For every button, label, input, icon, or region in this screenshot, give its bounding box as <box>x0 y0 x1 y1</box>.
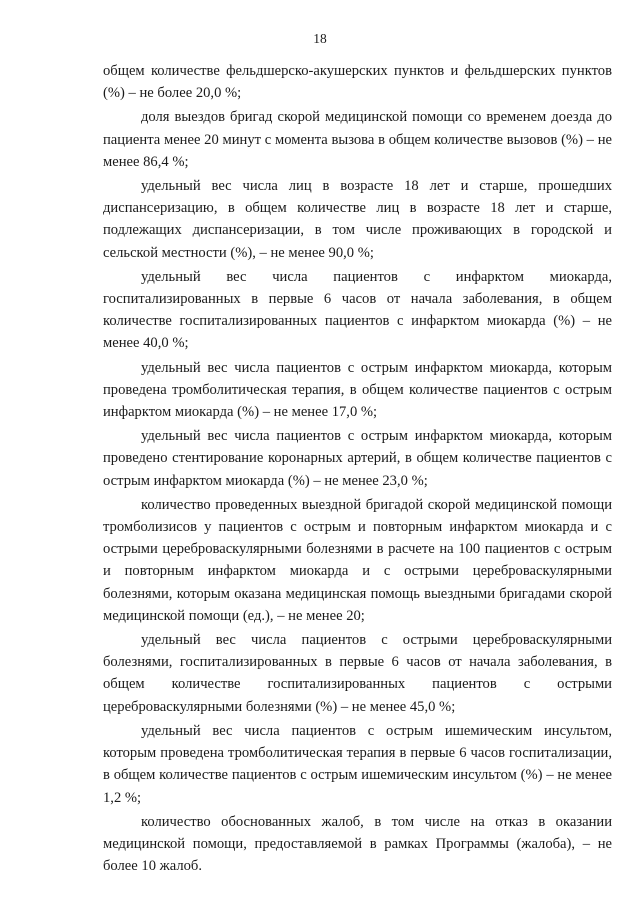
paragraph-stenting: удельный вес числа пациентов с острым инфарктом миокарда, которым проведено стентирование коронарных артерий, в общем количестве пациентов с острым инфарктом миокарда (%) – не менее 23,0 %; <box>103 428 612 489</box>
document-body <box>103 60 612 877</box>
paragraph-infarction-hospitalized: удельный вес числа пациентов с инфарктом миокарда, госпитализированных в первые 6 часов от начала заболевания, в общем количестве госпитализированных пациентов с инфарктом миокарда (%) – не менее 40,0 %; <box>103 268 612 352</box>
paragraph-cerebrovascular: удельный вес числа пациентов с острыми цереброваскулярными болезнями, госпитализированных в первые 6 часов от начала заболевания, в общем количестве госпитализированных пациентов с острыми цереброваскулярными болезнями (%) – не менее 45,0 %; <box>103 632 612 715</box>
page-number: 18 <box>313 31 327 46</box>
paragraph-thrombolysis-count: количество проведенных выездной бригадой скорой медицинской помощи тромболизисов у пациентов с острым и повторным инфарктом миокарда и с острыми цереброваскулярными болезнями в расчете на 100 пациентов с острым и повторным инфарктом миокарда и с острыми цереброваскулярными болезнями, которым оказана медицинская помощь выездными бригадами скорой медицинской помощи (ед.), – не менее 20; <box>103 496 612 624</box>
paragraph-ambulance-response: доля выездов бригад скорой медицинской помощи со временем доезда до пациента менее 20 минут с момента вызова в общем количестве вызовов (%) – не менее 86,4 %; <box>103 109 612 170</box>
paragraph-thrombolytic-therapy: удельный вес числа пациентов с острым инфарктом миокарда, которым проведена тромболитическая терапия, в общем количестве пациентов с острым инфарктом миокарда (%) – не менее 17,0 %; <box>103 359 612 421</box>
paragraph-complaints: количество обоснованных жалоб, в том числе на отказ в оказании медицинской помощи, предоставляемой в рамках Программы (жалоба), – не более 10 жалоб. <box>103 813 612 875</box>
paragraph-continuation: общем количестве фельдшерско-акушерских пунктов и фельдшерских пунктов (%) – не более 20,0 %; <box>103 63 612 102</box>
paragraph-ischemic-stroke: удельный вес числа пациентов с острым ишемическим инсультом, которым проведена тромболитическая терапия в первые 6 часов госпитализации, в общем количестве пациентов с острым ишемическим инсультом (%) – не менее 1,2 %; <box>103 722 612 806</box>
paragraph-dispensarization: удельный вес числа лиц в возрасте 18 лет и старше, прошедших диспансеризацию, в общем количестве лиц в возрасте 18 лет и старше, подлежащих диспансеризации, в том числе проживающих в городской и сельской местности (%), – не менее 90,0 %; <box>103 178 612 261</box>
